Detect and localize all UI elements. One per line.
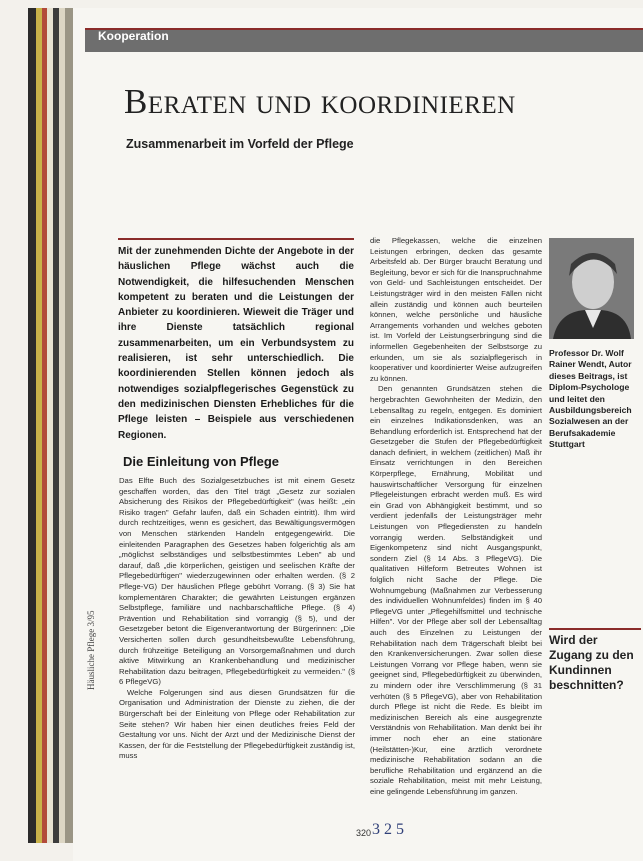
- body-paragraph: Welche Folgerungen sind aus diesen Grundsätzen für die Organisation und Administration der Dienste zu ziehen, die der Bürgerschaft bei der Einleitung von Pflege oder Rehabilitation zur Seite stehen? Wir haben hier einen deutliches freies Feld der Gestaltung vor uns. Nicht der Arzt und der Medizinische Dienst der Kassen, der für die Feststellung der Pflegebedürftigkeit zuständig ist, muss: [119, 687, 355, 761]
- lead-paragraph: Mit der zunehmenden Dichte der Angebote in der häuslichen Pflege wächst auch die Notwendigkeit, die hilfesuchenden Menschen kompetent zu beraten und die Leistungen der Anbieter zu koordinieren. Wieweit die Träger und ihre Dienste tatsächlich regional zusammenarbeiten, um ein Verbundsystem zu realisieren, ist sehr unterschiedlich. Die koordinierenden Stellen können jedoch als notwendiges sozialpflegerisches Gegenstück zu den medizinischen Diensten Erhebliches für die Pflege leisten – Beispiele aus verschiedenen Regionen.: [118, 246, 354, 441]
- body-column-1: [119, 476, 355, 844]
- body-paragraph: die Pflegekassen, welche die einzelnen Leistungen erbringen, decken das gesamte Arbeitsfeld ab. Der Bürger braucht Beratung und Begleitung, bevor er sich für die Inanspruchnahme von Geld- und Sachleistungen entscheidet. Der Leistungsträger wird in den meisten Fällen nicht allein zuständig und können auch beurteilen können, welche persönliche und häusliche Arrangements vorhanden und welches geboten ist. Im Vorfeld der Leistungserbringung sind die informellen Gegebenheiten der Selbstsorge zu erkunden, um sie als sozialpflegerisch in kooperativer und koordinierter Weise aufzugreifen zu können.: [370, 236, 542, 383]
- article-title: Beraten und koordinieren: [124, 82, 516, 121]
- body-paragraph: Das Elfte Buch des Sozialgesetzbuches ist mit einem Gesetz geschaffen worden, das den Titel trägt „Gesetz zur sozialen Absicherung des Risikos der Pflegebedürftigkeit" (was heißt: „ein Risiko tragen" Gefahr laufen, daß ein Schaden eintritt). Ihm wird durch rechtzeitiges, wenn es gesichert, das Bewältigungsvermögen von Menschen stärkenden Handeln entgegengewirkt. Die einleitenden Paragraphen des Gesetzes haben folgerichtig als am „möglichst selbständiges und selbstbestimmtes Leben" ab und darauf, daß „die körperlichen, geistigen und seelischen Kräfte der Pflegebedürftigen" wiederzugewinnen oder erhalten werden. (§ 2 Pflege-VG) Der häuslichen Pflege gebührt Vorrang. (§ 3) Sie hat komplementären Charakter; die gewährten Leistungen ergänzen Selbstpflege, familiäre und nachbarschaftliche Pflege. (§ 4) Prävention und Rehabilitation sind vorrangig (§ 5), und der Gesetzgeber betont die Eigenverantwortung der Bürgerinnen: „Die Versicherten sollen durch gesundheitsbewußte Lebensführung, durch frühzeitige Beteiligung an Vorsorgemaßnahmen und durch aktive Mitwirkung an Krankenbehandlung und medizinischer Rehabilitation dazu beitragen, Pflegebedürftigkeit zu vermeiden." (§ 6 PflegeVG): [119, 476, 355, 687]
- article-subtitle: Zusammenarbeit im Vorfeld der Pflege: [126, 137, 354, 151]
- section-label: Kooperation: [98, 29, 169, 43]
- body-paragraph: Den genannten Grundsätzen stehen die hergebrachten Gewohnheiten der Medizin, den Lebensalltag zu regeln, entgegen. Es dominiert ein einzelnes Indikationsdenken, was an Behandlung erforderlich ist. Entsprechend hat der Gesetzgeber die Stufen der Pflegebedürftigkeit danach definiert, in welchem (zeitlichen) Maß ihr Einsatz verrichtungen in den Bereichen Körperpflege, Ernährung, Mobilität und hauswirtschaftlicher Versorgung für einzelnen Pflegeleistungen erbracht werden muß. Es wird ein Grad von Abhängigkeit bestimmt, und so verdient jedenfalls der Leistungsträger mehr Leistungen von Pflegediensten zu handeln vorrangig werden. Selbständigkeit und Eigenkompetenz sind nicht Ausgangspunkt, sondern Ziel (§ 14 Abs. 3 PflegeVG). Die qualitativen Hilfeform Betreutes Wohnen ist folglich nicht Sache der Pflege. Die Wohnumgebung (Maßnahmen zur Verbesserung des individuellen Wohnumfeldes) finden im § 40 PflegeVG unter „Pflegehilfsmittel und technische Hilfen". Vor der Pflege aber soll der Lebensalltag auch des Einzelnen zu Leistungen der Rehabilitation nach dem Trägerschaft bleibt bei den Krankenversicherungen. Zwar sollen diese Leistungen Vorrang vor Pflege haben, wenn sie geeignet sind, Pflegebedürftigkeit zu überwinden, zu mindern oder ihre Verschlimmerung (§ 31 verhüten (§ 5 PflegeVG), aber von Rehabilitation durch Pflege ist nicht die Rede. Es bleibt im medizinischen Bereich als eine ausgegrenzte Verständnis von Rehabilitation. Man denkt bei ihr immer noch eher an eine stationäre (Heilstätten-)Kur, eine ärztlich verordnete medizinische Rehabilitation sodann an die berufliche Rehabilitation und ergänzend an die soziale Rehabilitation, meist mit mehr Leistung, eine gelingende Lebensführung im ganzen.: [370, 384, 542, 796]
- journal-side-note: Häusliche Pflege 3/95: [86, 610, 96, 690]
- author-caption: Professor Dr. Wolf Rainer Wendt, Autor dieses Beitrags, ist Diplom-Psychologe und leitet den Ausbildungsbereich Sozialwesen an der Berufsakademie Stuttgart: [549, 348, 632, 450]
- pull-quote: Wird der Zugang zu den Kundinnen beschnitten?: [549, 628, 641, 693]
- page-number: 320: [356, 828, 372, 838]
- author-photo: [549, 238, 634, 339]
- lead-divider: [118, 238, 354, 240]
- portrait-image: [549, 238, 634, 339]
- binder-edge: [28, 8, 36, 843]
- section-heading: Die Einleitung von Pflege: [123, 454, 280, 469]
- handwritten-page-number: 325: [372, 821, 408, 838]
- body-column-2: [370, 236, 542, 840]
- binder-edge: [65, 8, 73, 843]
- section-header-bar: [85, 28, 643, 52]
